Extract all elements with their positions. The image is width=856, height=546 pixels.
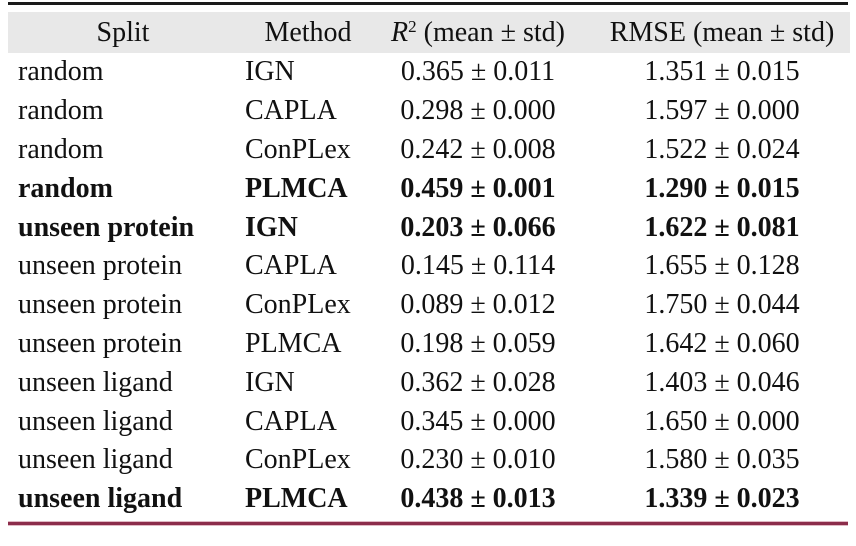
- cell-r2: 0.145 ± 0.114: [400, 250, 556, 282]
- cell-rmse: 1.622 ± 0.081: [644, 211, 800, 243]
- cell-split: random: [18, 56, 104, 88]
- cell-r2: 0.459 ± 0.001: [400, 172, 556, 204]
- table-row: [8, 131, 850, 170]
- cell-method: CAPLA: [245, 405, 337, 437]
- col-header-r2: [378, 12, 578, 53]
- table-row: [8, 247, 850, 286]
- table-bottom-rule: [8, 522, 848, 525]
- cell-method: IGN: [245, 56, 295, 88]
- cell-split: unseen protein: [18, 211, 195, 243]
- cell-method: CAPLA: [245, 95, 337, 127]
- r2-units: (mean ± std): [416, 16, 565, 48]
- table-row: [8, 92, 850, 131]
- cell-rmse: 1.750 ± 0.044: [644, 289, 800, 321]
- cell-rmse: 1.597 ± 0.000: [644, 95, 800, 127]
- cell-method: ConPLex: [245, 289, 351, 321]
- cell-method: PLMCA: [245, 483, 348, 515]
- cell-rmse: 1.339 ± 0.023: [644, 483, 800, 515]
- table-row: [8, 402, 850, 441]
- cell-split: unseen ligand: [18, 444, 173, 476]
- cell-split: unseen protein: [18, 289, 183, 321]
- r2-symbol: R: [391, 16, 409, 48]
- col-header-method: Method: [264, 16, 352, 48]
- cell-split: unseen protein: [18, 250, 183, 282]
- cell-method: PLMCA: [245, 327, 342, 359]
- cell-rmse: 1.650 ± 0.000: [644, 405, 800, 437]
- col-header-split: Split: [96, 16, 150, 48]
- cell-method: IGN: [245, 211, 298, 243]
- cell-split: unseen protein: [18, 327, 183, 359]
- cell-r2: 0.438 ± 0.013: [400, 483, 556, 515]
- cell-split: random: [18, 133, 104, 165]
- cell-r2: 0.203 ± 0.066: [400, 211, 556, 243]
- cell-rmse: 1.403 ± 0.046: [644, 366, 800, 398]
- cell-rmse: 1.655 ± 0.128: [644, 250, 800, 282]
- cell-r2: 0.230 ± 0.010: [400, 444, 556, 476]
- cell-rmse: 1.522 ± 0.024: [644, 133, 800, 165]
- cell-r2: 0.298 ± 0.000: [400, 95, 556, 127]
- results-table: [8, 12, 850, 519]
- results-table-body: [8, 53, 850, 519]
- cell-split: random: [18, 172, 113, 204]
- cell-method: PLMCA: [245, 172, 348, 204]
- table-row: [8, 208, 850, 247]
- rmse-units: (mean ± std): [685, 16, 835, 48]
- table-header: [8, 12, 850, 53]
- col-header-rmse: [578, 12, 850, 53]
- table-row: [8, 441, 850, 480]
- cell-r2: 0.089 ± 0.012: [400, 289, 556, 321]
- cell-split: unseen ligand: [18, 483, 183, 515]
- cell-split: unseen ligand: [18, 405, 173, 437]
- r2-exponent: 2: [408, 16, 417, 36]
- cell-r2: 0.198 ± 0.059: [400, 327, 556, 359]
- table-row: [8, 169, 850, 208]
- rmse-symbol: RMSE: [609, 16, 686, 48]
- cell-method: ConPLex: [245, 444, 351, 476]
- table-row: [8, 286, 850, 325]
- cell-r2: 0.362 ± 0.028: [400, 366, 556, 398]
- cell-rmse: 1.351 ± 0.015: [644, 56, 800, 88]
- table-row: [8, 325, 850, 364]
- table-row: [8, 480, 850, 519]
- table-row: [8, 53, 850, 92]
- cell-method: ConPLex: [245, 133, 351, 165]
- cell-r2: 0.365 ± 0.011: [400, 56, 556, 88]
- cell-method: IGN: [245, 366, 295, 398]
- cell-r2: 0.345 ± 0.000: [400, 405, 556, 437]
- cell-rmse: 1.642 ± 0.060: [644, 327, 800, 359]
- table-row: [8, 363, 850, 402]
- cell-split: random: [18, 95, 104, 127]
- cell-method: CAPLA: [245, 250, 337, 282]
- cell-rmse: 1.580 ± 0.035: [644, 444, 800, 476]
- cell-split: unseen ligand: [18, 366, 173, 398]
- header-row: [8, 12, 850, 53]
- cell-rmse: 1.290 ± 0.015: [644, 172, 800, 204]
- table-top-rule: [8, 2, 848, 5]
- cell-r2: 0.242 ± 0.008: [400, 133, 556, 165]
